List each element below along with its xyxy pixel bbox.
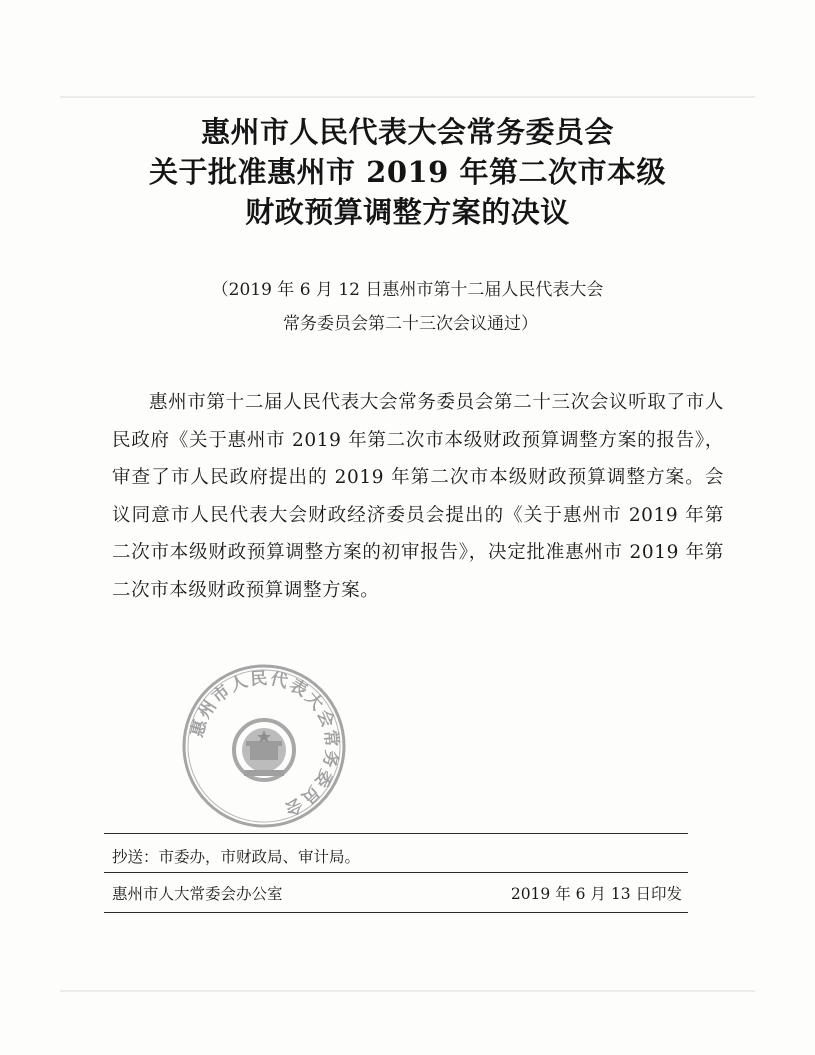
- title-line: 财政预算调整方案的决议: [245, 195, 570, 229]
- footer-rule-middle: [104, 872, 688, 873]
- seal-ring-text: 惠州市人民代表大会常务委员会: [187, 668, 342, 820]
- scan-artifact-line: [60, 96, 755, 98]
- issuer-text: 惠州市人大常委会办公室: [112, 885, 283, 903]
- footer-rule-bottom: [104, 912, 688, 913]
- footer-cc: [112, 845, 682, 867]
- document-title: [0, 112, 815, 232]
- document-subtitle: [0, 273, 815, 341]
- footer-issuer-row: [112, 882, 682, 904]
- footer-rule-top: [104, 833, 688, 834]
- subtitle-line: （2019 年 6 月 12 日惠州市第十二届人民代表大会: [211, 280, 604, 300]
- title-line: 惠州市人民代表大会常务委员会: [200, 115, 614, 149]
- title-line: 关于批准惠州市 2019 年第二次市本级: [149, 155, 666, 189]
- scan-artifact-line: [60, 990, 755, 992]
- subtitle-line: 常务委员会第二十三次会议通过）: [283, 314, 538, 334]
- official-seal-icon: [180, 662, 348, 830]
- cc-text: 抄送：市委办，市财政局、审计局。: [112, 848, 361, 866]
- body-paragraph: 惠州市第十二届人民代表大会常务委员会第二十三次会议听取了市人民政府《关于惠州市 2019 年第二次市本级财政预算调整方案的报告》，审查了市人民政府提出的 2019 年第二次市本级财政预算调整方案。会议同意市人民代表大会财政经济委员会提出的《关于惠州市 2019 年第二次市本级财政预算调整方案的初审报告》，决定批准惠州市 2019 年第二次市本级财政预算调整方案。: [112, 392, 724, 601]
- print-date: 2019 年 6 月 13 日印发: [510, 885, 682, 903]
